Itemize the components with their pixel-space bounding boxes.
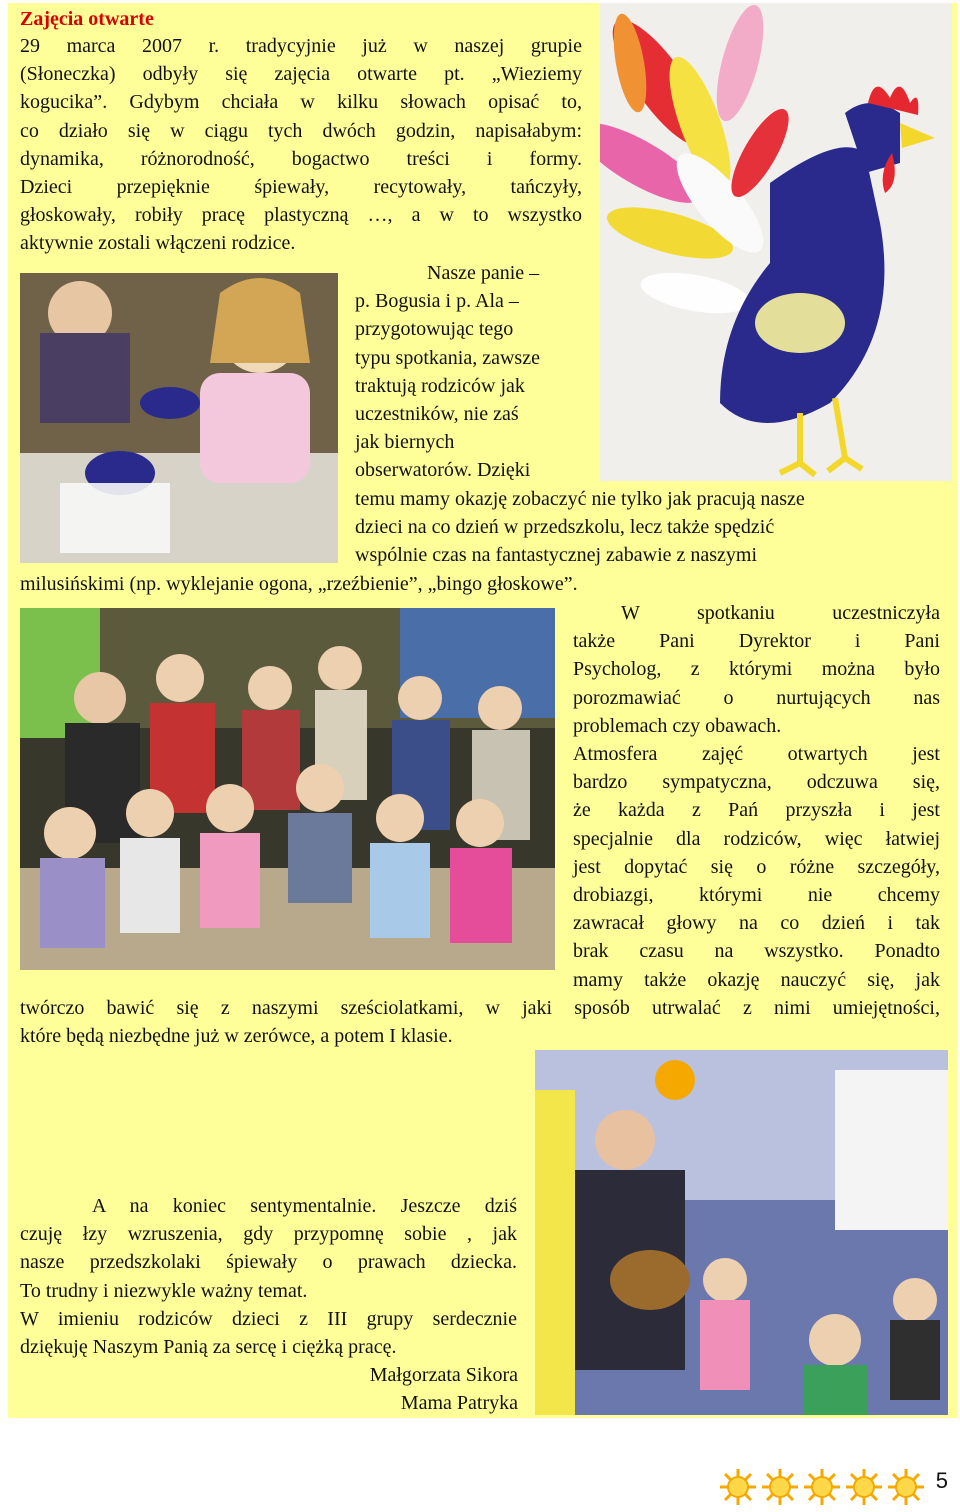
text-line: twórczo bawić się z naszymi sześciolatkami, w jaki sposób utrwalać z nimi umiejętności, [20, 997, 940, 1019]
signature-role: Mama Patryka [400, 1392, 518, 1415]
text-line: temu mamy okazję zobaczyć nie tylko jak pracują nasze [355, 487, 805, 510]
classroom-teacher-photo [535, 1050, 948, 1415]
text-line: mamy także okazję nauczyć się, jak [573, 968, 940, 991]
text-line: W spotkaniu uczestniczyła [621, 602, 940, 624]
classroom-teacher-illustration [535, 1050, 948, 1415]
text-line: aktywnie zostali włączeni rodzice. [20, 232, 296, 255]
text-line: jest dopytać się o różne szczegóły, [573, 855, 940, 878]
footer-sun-row [718, 1467, 926, 1507]
text-line: dzieci na co dzień w przedszkolu, lecz także spędzić [355, 515, 775, 538]
text-line: nasze przedszkolaki śpiewały o prawach dziecka. [20, 1251, 517, 1274]
text-line: p. Bogusia i p. Ala – [355, 290, 519, 313]
text-line: zawracał głowy na co dzień i tak [573, 912, 940, 935]
text-line: W imieniu rodziców dzieci z III grupy serdecznie [20, 1307, 517, 1330]
text-line: uczestników, nie zaś [355, 403, 519, 426]
paragraph-teachers [355, 259, 910, 569]
text-line: kogucika”. Gdybym chciała w kilku słowach opisać to, [20, 91, 582, 114]
text-line: Atmosfera zajęć otwartych jest [573, 743, 940, 766]
text-line: że każda z Pań przyszła i jest [573, 799, 940, 822]
text-line: Psycholog, z którymi można było [573, 658, 940, 681]
text-line: wspólnie czas na fantastycznej zabawie z naszymi [355, 544, 758, 567]
text-line: dynamika, różnorodność, bogactwo treści i formy. [20, 147, 582, 170]
text-line: dziękuję Naszym Panią za sercę i ciężką pracę. [20, 1336, 397, 1359]
text-line: typu spotkania, zawsze [355, 346, 540, 369]
signature-block [280, 1361, 518, 1417]
sun-icon-row [718, 1467, 926, 1507]
text-line: co działo się w ciągu tych dwóch godzin, napisałabym: [20, 119, 582, 142]
text-line: porozmawiać o nurtujących nas [573, 686, 940, 709]
children-group-photo [20, 608, 555, 970]
text-line: jak biernych [355, 431, 455, 454]
page-number: 5 [935, 1468, 948, 1493]
text-line: drobiazgi, którymi nie chcemy [573, 884, 940, 907]
signature-name: Małgorzata Sikora [369, 1364, 518, 1386]
paragraph-meeting-end [20, 994, 940, 1050]
text-line: także Pani Dyrektor i Pani [573, 630, 940, 653]
text-line: przygotowując tego [355, 318, 514, 341]
text-line: bardzo sympatyczna, odczuwa się, [573, 771, 940, 794]
text-line: 29 marca 2007 r. tradycyjnie już w naszej grupie [20, 35, 582, 57]
text-line: A na koniec sentymentalnie. Jeszcze dziś [92, 1195, 517, 1217]
text-line: (Słoneczka) odbyły się zajęcia otwarte pt. „Wieziemy [20, 63, 582, 86]
paragraph-intro [20, 32, 582, 258]
text-line: brak czasu na wszystko. Ponadto [573, 940, 940, 963]
paragraph-teachers-end: milusińskimi (np. wyklejanie ogona, „rzeźbienie”, „bingo głoskowe”. [20, 573, 578, 595]
children-crafting-illustration [20, 273, 338, 563]
text-line: To trudny i niezwykle ważny temat. [20, 1279, 308, 1302]
children-group-illustration [20, 608, 555, 970]
children-crafting-photo [20, 273, 338, 563]
text-line: głoskowały, robiły pracę plastyczną …, a w to wszystko [20, 204, 582, 227]
paragraph-closing [20, 1192, 517, 1361]
text-line: problemach czy obawach. [573, 714, 782, 737]
text-line: obserwatorów. Dzięki [355, 459, 531, 482]
text-line: Dzieci przepięknie śpiewały, recytowały, tańczyły, [20, 176, 582, 199]
text-line: specjalnie dla rodziców, więc łatwiej [573, 827, 940, 850]
text-line: czuję łzy wzruszenia, gdy przypomnę sobie , jak [20, 1223, 517, 1246]
paragraph-meeting [573, 599, 940, 994]
text-line: traktują rodziców jak [355, 374, 525, 397]
article-title: Zajęcia otwarte [20, 8, 154, 30]
text-line: Nasze panie – [427, 262, 540, 284]
text-line: które będą niezbędne już w zerówce, a potem I klasie. [20, 1025, 453, 1048]
